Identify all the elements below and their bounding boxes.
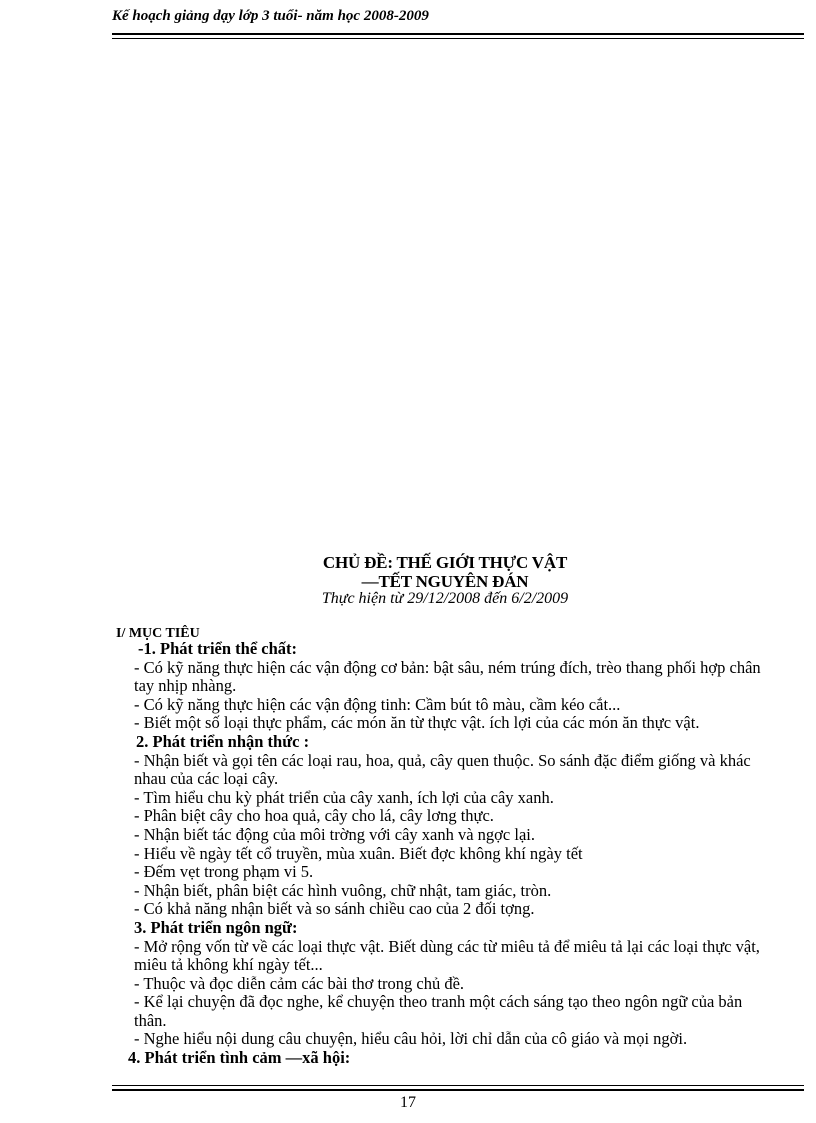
topic-title: CHỦ ĐỀ: THẾ GIỚI THỰC VẬT: [322, 553, 568, 572]
objective-item: - Nhận biết, phân biệt các hình vuông, chữ nhật, tam giác, tròn.: [134, 880, 552, 900]
topic-dates: Thực hiện từ 29/12/2008 đến 6/2/2009: [321, 590, 569, 607]
objective-heading: 3. Phát triển ngôn ngữ:: [134, 917, 298, 937]
objective-item: - Biết một số loại thực phẩm, các món ăn từ thực vật. ích lợi của các món ăn thực vật.: [134, 713, 700, 733]
objective-item: - Phân biệt cây cho hoa quả, cây cho lá, cây lơng thực.: [134, 806, 494, 826]
objective-item: - Có khả năng nhận biết và so sánh chiều cao của 2 đối tợng.: [134, 899, 535, 919]
objective-item: - Nhận biết và gọi tên các loại rau, hoa, quả, cây quen thuộc. So sánh đặc điểm giống và khác nhau của các loại cây.: [134, 750, 751, 789]
header-rule-thin: [112, 38, 804, 39]
section-heading: I/ MỤC TIÊU: [116, 626, 200, 641]
page-header: Kế hoạch giảng dạy lớp 3 tuổi- năm học 2008-2009: [112, 8, 429, 24]
objective-item: - Có kỹ năng thực hiện các vận động tinh: Cầm bút tô màu, cầm kéo cắt...: [134, 694, 621, 714]
objective-item: - Có kỹ năng thực hiện các vận động cơ bản: bật sâu, ném trúng đích, trèo thang phối hợp chân tay nhịp nhàng.: [134, 657, 761, 696]
objective-item: - Kể lại chuyện đã đọc nghe, kể chuyện theo tranh một cách sáng tạo theo ngôn ngữ của bản thân.: [134, 992, 743, 1030]
objective-heading: -1. Phát triển thể chất:: [138, 639, 298, 658]
objective-item: - Mở rộng vốn từ về các loại thực vật. Biết dùng các từ miêu tả để miêu tả lại các loại thực vật, miêu tả không khí ngày tết...: [134, 936, 760, 975]
objectives-body: [128, 639, 772, 1068]
objective-heading: 2. Phát triển nhận thức :: [136, 731, 310, 751]
objective-item: - Đếm vẹt trong phạm vi 5.: [134, 862, 314, 882]
objective-item: - Hiểu về ngày tết cổ truyền, mùa xuân. Biết đợc không khí ngày tết: [134, 843, 583, 863]
objective-item: - Nghe hiểu nội dung câu chuyện, hiểu câu hỏi, lời chỉ dẫn của cô giáo và mọi ngời.: [134, 1029, 688, 1049]
objective-item: - Tìm hiểu chu kỳ phát triển của cây xanh, ích lợi của cây xanh.: [134, 787, 554, 807]
footer-rule-thin: [112, 1085, 804, 1086]
objective-item: - Thuộc và đọc diễn cảm các bài thơ trong chủ đề.: [134, 973, 465, 993]
objective-heading: 4. Phát triển tình cảm —xã hội:: [128, 1048, 351, 1068]
objective-item: - Nhận biết tác động của môi trờng với cây xanh và ngợc lại.: [134, 824, 535, 844]
header-rule-thick: [112, 33, 804, 35]
page-number: 17: [400, 1094, 416, 1111]
topic-subtitle: —TẾT NGUYÊN ĐÁN: [361, 572, 529, 591]
footer-rule-thick: [112, 1089, 804, 1091]
